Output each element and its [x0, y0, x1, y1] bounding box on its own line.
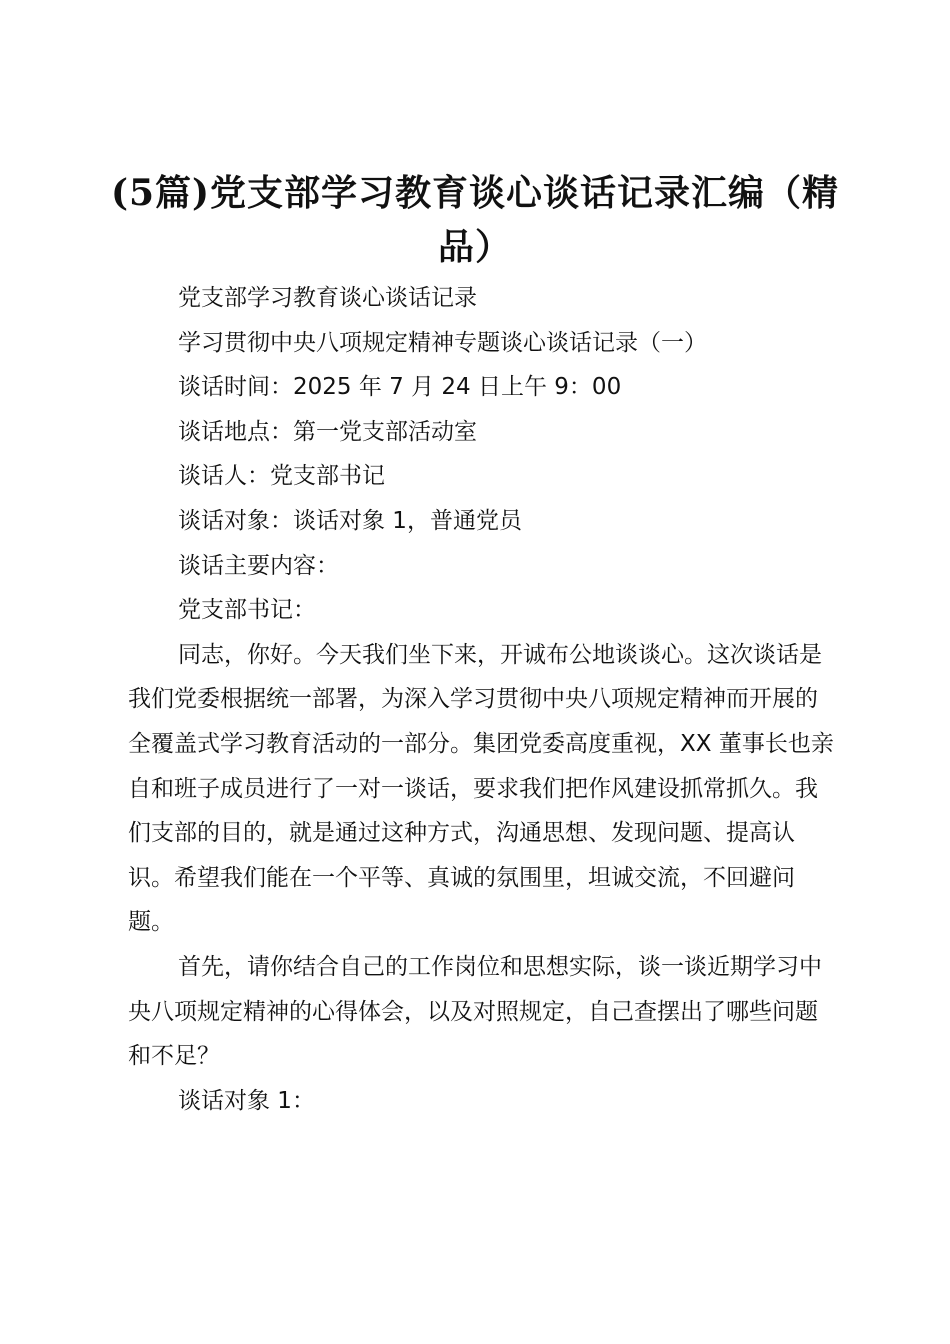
paragraph-talk-subject: 谈话对象：谈话对象 1，普通党员 — [178, 507, 522, 534]
paragraph-speaker-secretary: 党支部书记： — [178, 597, 316, 624]
paragraph-main-content-label: 谈话主要内容： — [178, 552, 339, 579]
paragraph-talker: 谈话人：党支部书记 — [178, 463, 385, 490]
document-title: (5篇)党支部学习教育谈心谈话记录汇编（精品） — [110, 172, 840, 268]
document-body — [128, 276, 840, 1123]
paragraph-section-heading: 党支部学习教育谈心谈话记录 — [178, 285, 477, 311]
paragraph-record-title: 学习贯彻中央八项规定精神专题谈心谈话记录（一） — [178, 329, 707, 356]
paragraph-talk-time: 谈话时间：2025 年 7 月 24 日上午 9：00 — [178, 374, 622, 401]
paragraph-speaker-subject: 谈话对象 1： — [178, 1087, 315, 1114]
paragraph-talk-location: 谈话地点：第一党支部活动室 — [178, 418, 477, 445]
paragraph-secretary-question: 首先，请你结合自己的工作岗位和思想实际，谈一谈近期学习中央八项规定精神的心得体会，以及对照规定，自己查摆出了哪些问题和不足？ — [128, 953, 822, 1070]
paragraph-secretary-opening: 同志，你好。今天我们坐下来，开诚布公地谈谈心。这次谈话是我们党委根据统一部署，为深入学习贯彻中央八项规定精神而开展的全覆盖式学习教育活动的一部分。集团党委高度重视，XX 董事长也亲自和班子成员进行了一对一谈话，要求我们把作风建设抓常抓久。我们支部的目的，就是通过这种方式，沟通思想、发现问题、提高认识。希望我们能在一个平等、真诚的氛围里，坦诚交流，不回避问题。 — [128, 641, 834, 936]
